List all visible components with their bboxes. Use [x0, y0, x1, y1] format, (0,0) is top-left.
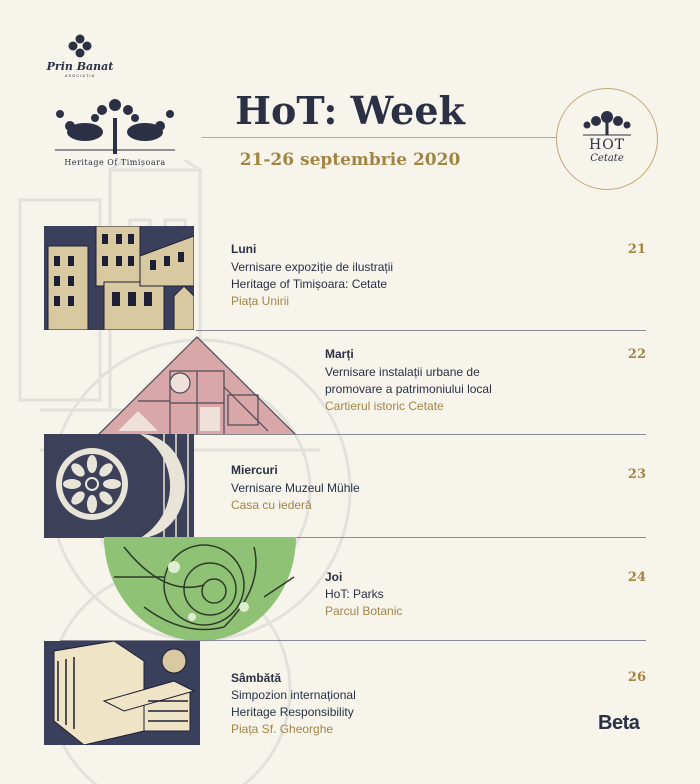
org-logo-sub: ASOCIAȚIA — [64, 73, 96, 78]
event-day: Luni — [231, 242, 257, 256]
event-day: Marți — [325, 347, 354, 361]
rosette-moon-icon — [44, 434, 194, 538]
badge-line2: Cetate — [590, 153, 624, 164]
tree-emblem-icon — [579, 109, 635, 137]
event-line: HoT: Parks — [325, 587, 384, 601]
prin-banat-logo — [44, 34, 116, 78]
geometric-house-icon — [98, 331, 296, 435]
event-location: Piața Unirii — [231, 294, 290, 308]
event-day: Miercuri — [231, 463, 278, 477]
event-location: Casa cu iederă — [231, 498, 312, 512]
org-logo-name: Prin Banat — [46, 60, 114, 73]
beta-brand-logo: Beta — [598, 712, 640, 734]
heritage-of-timisoara-logo — [40, 96, 190, 176]
event-line: Vernisare instalații urbane de — [325, 365, 480, 379]
event-date-number: 21 — [627, 242, 646, 257]
header-divider — [202, 137, 558, 138]
event-line: Simpozion internațional — [231, 688, 356, 702]
stone-blocks-icon — [44, 641, 200, 745]
event-date-number: 24 — [627, 570, 646, 585]
page-title: HoT: Week — [235, 88, 465, 133]
event-line: Vernisare Muzeul Mühle — [231, 481, 360, 495]
event-line: Heritage of Timișoara: Cetate — [231, 277, 388, 291]
event-day: Sâmbătă — [231, 671, 282, 685]
event-date-number: 22 — [627, 347, 646, 362]
event-line: promovare a patrimoniului local — [325, 382, 492, 396]
event-marti — [0, 331, 700, 435]
badge-line1: HOT — [588, 137, 626, 153]
event-location: Cartierul istoric Cetate — [325, 399, 444, 413]
event-sambata — [0, 641, 700, 745]
event-joi — [0, 537, 700, 641]
flower-icon — [68, 34, 92, 58]
tree-birds-emblem-icon — [40, 96, 190, 156]
event-miercuri — [0, 434, 700, 538]
heritage-logo-caption: Heritage Of Timișoara — [64, 158, 166, 167]
hot-cetate-badge — [556, 88, 658, 190]
event-luni — [0, 226, 700, 332]
event-date-number: 26 — [627, 670, 646, 685]
event-location: Parcul Botanic — [325, 604, 403, 618]
event-line: Heritage Responsibility — [231, 705, 354, 719]
spiral-leaf-icon — [104, 537, 296, 641]
event-day: Joi — [325, 570, 343, 584]
event-location: Piața Sf. Gheorghe — [231, 722, 334, 736]
event-dates: 21-26 septembrie 2020 — [239, 150, 461, 170]
event-line: Vernisare expoziție de ilustrații — [231, 260, 394, 274]
city-illustration-icon — [44, 226, 194, 330]
event-date-number: 23 — [627, 467, 646, 482]
